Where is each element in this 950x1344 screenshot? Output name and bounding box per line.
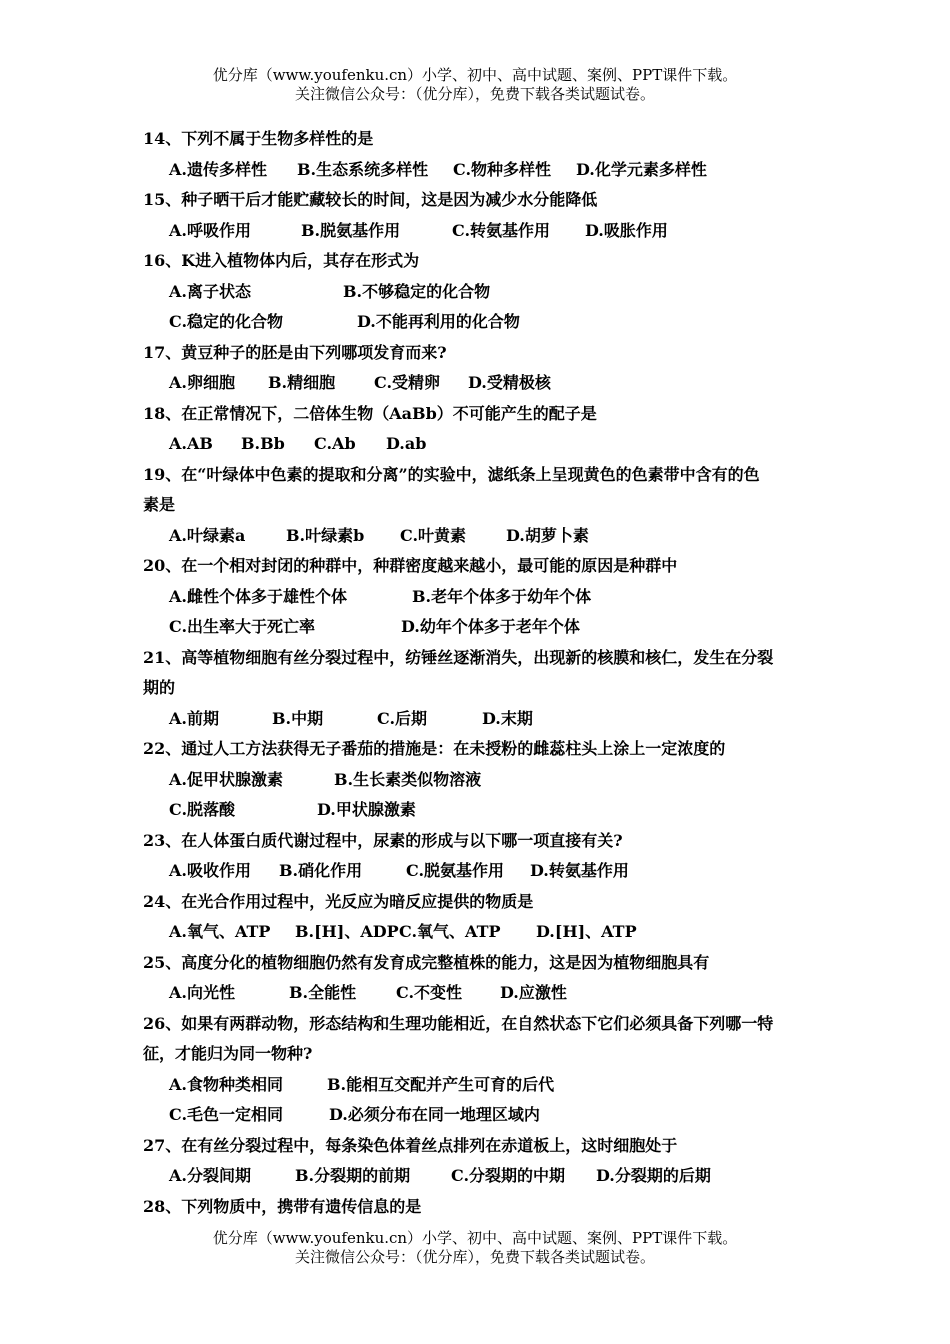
question-stem: 19、在“叶绿体中色素的提取和分离”的实验中，滤纸条上呈现黄色的色素带中含有的色 [143, 464, 760, 484]
footer-line-1: 优分库（www.youfenku.cn）小学、初中、高中试题、案例、PPT课件下载。 [212, 1229, 738, 1247]
option-row [143, 917, 823, 948]
answer-option: A.吸收作用 [169, 861, 251, 880]
answer-option: A.卵细胞 [169, 373, 235, 392]
option-row [143, 155, 823, 186]
answer-option: D.末期 [482, 708, 533, 728]
answer-option: C.稳定的化合物 [169, 312, 284, 331]
question-block [143, 1131, 823, 1192]
question-block [143, 1192, 823, 1223]
option-row [143, 1100, 823, 1131]
answer-option: A.氧气、ATP [169, 922, 271, 941]
answer-option: D.化学元素多样性 [576, 159, 707, 179]
answer-option: D.吸胀作用 [585, 220, 668, 240]
question-block [143, 460, 823, 552]
answer-option: D.甲状腺激素 [317, 800, 416, 819]
question-block [143, 887, 823, 948]
answer-option: C.脱落酸 [169, 800, 236, 819]
answer-option: B.脱氨基作用 [301, 220, 401, 240]
answer-option: B.老年个体多于幼年个体 [412, 586, 592, 606]
answer-option: C.物种多样性 [453, 159, 552, 179]
answer-option: D.[H]、ATP [536, 922, 637, 941]
page-header [0, 66, 950, 104]
question-stem: 18、在正常情况下，二倍体生物（AaBb）不可能产生的配子是 [143, 403, 597, 423]
page-footer [0, 1229, 950, 1267]
option-row [143, 429, 823, 460]
option-row [143, 582, 823, 613]
question-list [143, 124, 823, 1222]
answer-option: D.幼年个体多于老年个体 [401, 617, 580, 636]
answer-option: A.雌性个体多于雄性个体 [169, 586, 347, 606]
answer-option: A.叶绿素a [169, 525, 246, 545]
answer-option: B.叶绿素b [286, 525, 365, 545]
option-row [143, 765, 823, 796]
answer-option: B.能相互交配并产生可育的后代 [327, 1074, 555, 1094]
footer-line-2: 关注微信公众号：（优分库），免费下载各类试题试卷。 [294, 1248, 655, 1266]
question-block [143, 734, 823, 826]
question-block [143, 185, 823, 246]
question-stem: 27、在有丝分裂过程中，每条染色体着丝点排列在赤道板上，这时细胞处于 [143, 1135, 678, 1155]
answer-option: D.ab [386, 434, 427, 453]
option-row [143, 521, 823, 552]
question-stem: 15、种子晒干后才能贮藏较长的时间，这是因为减少水分能降低 [143, 190, 598, 209]
answer-option: D.不能再利用的化合物 [357, 312, 520, 331]
answer-option: A.前期 [169, 708, 219, 728]
answer-option: A.促甲状腺激素 [169, 769, 283, 789]
answer-option: D.转氨基作用 [530, 861, 629, 880]
answer-option: D.必须分布在同一地理区域内 [329, 1105, 540, 1124]
question-stem: 24、在光合作用过程中，光反应为暗反应提供的物质是 [143, 891, 534, 911]
option-row [143, 795, 823, 826]
option-row [143, 704, 823, 735]
question-stem: 征，才能归为同一物种? [143, 1044, 313, 1063]
answer-option: C.出生率大于死亡率 [169, 617, 316, 636]
answer-option: B.生长素类似物溶液 [334, 769, 482, 789]
option-row [143, 856, 823, 887]
header-line-2: 关注微信公众号：（优分库），免费下载各类试题试卷。 [294, 85, 655, 103]
answer-option: C.后期 [377, 708, 428, 728]
answer-option: A.遗传多样性 [169, 159, 267, 179]
option-row [143, 307, 823, 338]
answer-option: B.Bb [241, 434, 285, 453]
answer-option: B.分裂期的前期 [295, 1166, 411, 1185]
question-stem: 21、高等植物细胞有丝分裂过程中，纺锤丝逐渐消失，出现新的核膜和核仁，发生在分裂 [143, 647, 774, 667]
option-row [143, 368, 823, 399]
option-row [143, 216, 823, 247]
answer-option: B.精细胞 [268, 373, 336, 392]
option-row [143, 1070, 823, 1101]
header-line-1: 优分库（www.youfenku.cn）小学、初中、高中试题、案例、PPT课件下载。 [212, 66, 738, 84]
question-stem: 22、通过人工方法获得无子番茄的措施是：在未授粉的雌蕊柱头上涂上一定浓度的 [143, 739, 726, 758]
answer-option: C.脱氨基作用 [406, 861, 505, 880]
question-stem: 23、在人体蛋白质代谢过程中，尿素的形成与以下哪一项直接有关? [143, 830, 623, 850]
answer-option: D.分裂期的后期 [596, 1166, 711, 1185]
answer-option: B.生态系统多样性 [297, 159, 429, 179]
question-block [143, 246, 823, 338]
question-block [143, 551, 823, 643]
question-stem: 素是 [143, 495, 176, 514]
question-block [143, 124, 823, 185]
question-stem: 20、在一个相对封闭的种群中，种群密度越来越小，最可能的原因是种群中 [143, 556, 678, 575]
option-row [143, 978, 823, 1009]
question-block [143, 399, 823, 460]
answer-option: B.不够稳定的化合物 [343, 281, 491, 301]
question-stem: 17、黄豆种子的胚是由下列哪项发育而来? [143, 342, 447, 362]
answer-option: B.[H]、ADP [295, 922, 399, 941]
question-stem: 28、下列物质中，携带有遗传信息的是 [143, 1196, 422, 1216]
question-stem: 16、K进入植物体内后，其存在形式为 [143, 251, 420, 270]
answer-option: D.胡萝卜素 [506, 525, 589, 545]
question-block [143, 643, 823, 735]
option-row [143, 277, 823, 308]
question-stem: 25、高度分化的植物细胞仍然有发育成完整植株的能力，这是因为植物细胞具有 [143, 952, 710, 972]
answer-option: A.食物种类相同 [169, 1074, 283, 1094]
question-block [143, 1009, 823, 1131]
question-block [143, 826, 823, 887]
answer-option: C.受精卵 [374, 373, 441, 392]
question-stem: 14、下列不属于生物多样性的是 [143, 129, 374, 148]
question-block [143, 338, 823, 399]
option-row [143, 612, 823, 643]
answer-option: B.硝化作用 [279, 861, 363, 880]
answer-option: C.不变性 [396, 983, 463, 1002]
answer-option: C.转氨基作用 [452, 220, 551, 240]
answer-option: C.Ab [314, 434, 356, 453]
answer-option: B.全能性 [289, 983, 357, 1002]
option-row [143, 1161, 823, 1192]
question-block [143, 948, 823, 1009]
answer-option: B.中期 [272, 708, 324, 728]
answer-option: A.AB [169, 434, 213, 453]
answer-option: A.离子状态 [169, 281, 251, 301]
answer-option: C.叶黄素 [400, 525, 467, 545]
answer-option: C.氧气、ATP [399, 922, 501, 941]
answer-option: C.分裂期的中期 [451, 1166, 566, 1185]
answer-option: A.向光性 [169, 983, 235, 1002]
answer-option: D.应激性 [500, 983, 567, 1002]
answer-option: A.分裂间期 [169, 1166, 251, 1185]
answer-option: D.受精极核 [468, 373, 551, 392]
answer-option: C.毛色一定相同 [169, 1105, 284, 1124]
answer-option: A.呼吸作用 [169, 220, 251, 240]
question-stem: 26、如果有两群动物，形态结构和生理功能相近，在自然状态下它们必须具备下列哪一特 [143, 1013, 774, 1033]
question-stem: 期的 [143, 678, 176, 697]
